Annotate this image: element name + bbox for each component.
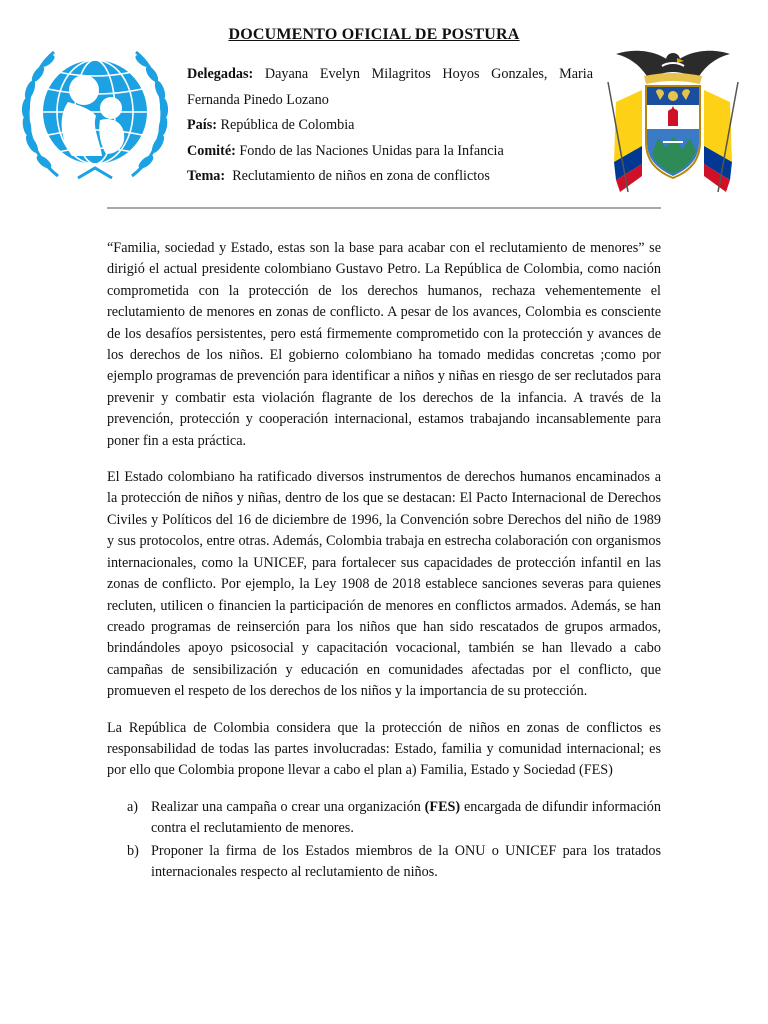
pais-line [187, 113, 593, 139]
paragraph-1: “Familia, sociedad y Estado, estas son la base para acabar con el reclutamiento de menores” se dirigió el actual presidente colombiano Gustavo Petro. La República de Colombia, como nación comprometida con la protección de los derechos humanos, rechaza vehementemente el reclutamiento de menores en zonas de conflicto. A pesar de los avances, Colombia es consciente de los desafíos persistentes, pero está firmemente comprometido con la protección y avances de los derechos de los niños. El gobierno colombiano ha tomado medidas concretas ;como por ejemplo programas de prevención para identificar a niños y niñas en riesgo de ser reclutados para prevenir y combatir esta violación flagrante de los derechos de la infancia. A través de la prevención, protección y cooperación internacional, estamos trabajando incansablemente para poner fin a esta práctica. [107, 240, 661, 449]
comite-line [187, 139, 593, 165]
list-marker-a: a) [127, 798, 139, 815]
delegadas-value: Dayana Evelyn Milagritos Hoyos Gonzales, Maria Fernanda Pinedo Lozano [187, 66, 593, 108]
motto-ribbon [644, 73, 702, 84]
delegadas-line [187, 62, 593, 113]
comite-label: Comité: [187, 142, 236, 159]
shield [646, 86, 700, 178]
list-item-a-text-1: Realizar una campaña o crear una organización [151, 798, 425, 815]
tema-value: Reclutamiento de niños en zona de conflictos [232, 168, 490, 184]
tema-line [187, 164, 593, 190]
paragraph-3: La República de Colombia considera que la protección de niños en zonas de conflictos es responsabilidad de todas las partes involucradas: Estado, familia y comunidad internacional; es por ello que Colombia propone llevar a cabo el plan a) Familia, Estado y Sociedad (FES) [107, 719, 661, 779]
colombia-coat-of-arms [598, 42, 748, 194]
pais-label: País: [187, 117, 217, 133]
comite-value: Fondo de las Naciones Unidas para la Infancia [239, 142, 504, 159]
list-item-b-text: Proponer la firma de los Estados miembros de la ONU o UNICEF para los tratados internacionales respecto al reclutamiento de niños. [151, 842, 661, 880]
paragraph-2: El Estado colombiano ha ratificado diversos instrumentos de derechos humanos encaminados a la protección de niños y niñas, dentro de los que se destacan: El Pacto Internacional de Derechos Civiles y Políticos del 16 de diciembre de 1996, la Convención sobre Derechos del niño de 1989 y sus protocolos, entre otras. Además, Colombia trabaja en estrecha colaboración con organismos internacionales, como la UNICEF, para fortalecer sus capacidades de protección infantil en las zonas de conflicto. Por ejemplo, la Ley 1908 de 2018 establece sanciones severas para quienes recluten, utilicen o financien la participación de menores en conflictos armados. Además, se han creado programas de reinserción para los niños que han sido rescatados de grupos armados, brindándoles apoyo psicosocial y capacitación vocacional, también se han llevado a cabo campañas de sensibilización y educación en comunidades afectadas por el conflicto, que promueven el respeto de los derechos de los niños y la importancia de su protección. [107, 469, 661, 700]
unicef-logo [18, 44, 172, 188]
list-item-a-bold: (FES) [424, 798, 461, 815]
header-divider [107, 207, 661, 209]
document-body [107, 238, 661, 884]
document-title: DOCUMENTO OFICIAL DE POSTURA [228, 26, 520, 43]
list-item-a-text-2: encargada de difundir información contra el reclutamiento de menores. [151, 798, 661, 837]
pais-value: República de Colombia [220, 117, 355, 133]
tema-label: Tema: [187, 168, 226, 184]
list-item-a [107, 797, 661, 840]
delegadas-label: Delegadas: [187, 66, 254, 82]
header-info [187, 62, 593, 190]
list-marker-b: b) [127, 842, 139, 859]
proposal-list [107, 797, 661, 884]
list-item-b [107, 841, 661, 884]
